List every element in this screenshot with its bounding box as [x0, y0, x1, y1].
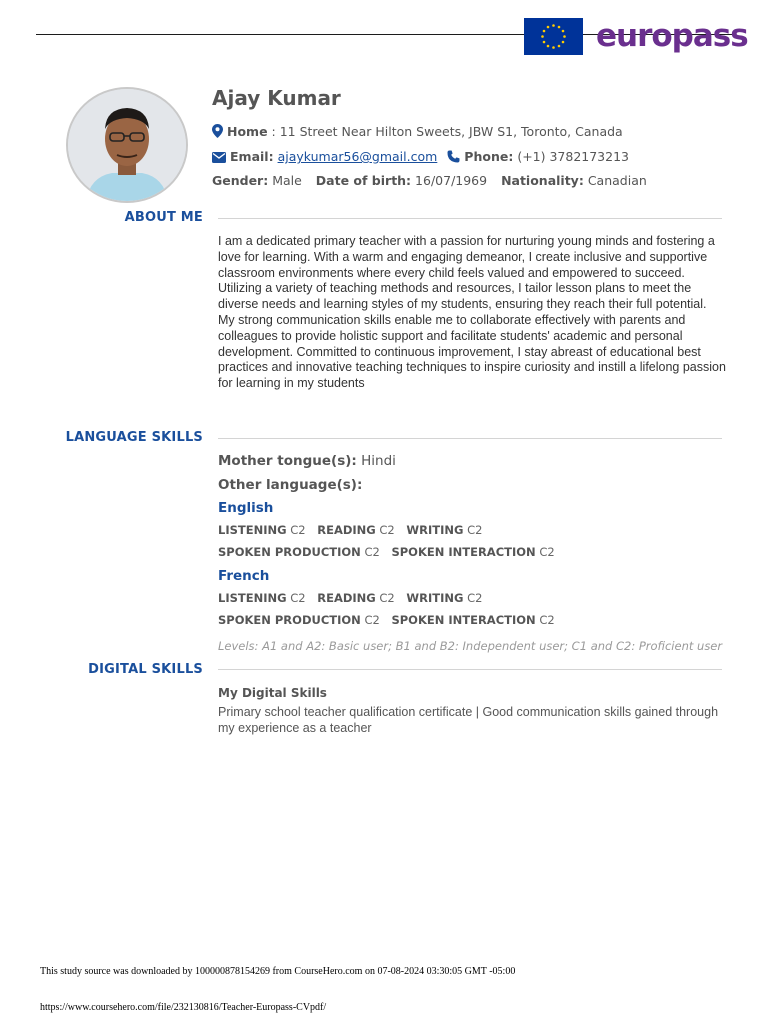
language-row-english-2	[218, 544, 563, 560]
person-name: Ajay Kumar	[212, 86, 341, 110]
language-section-rule	[218, 438, 722, 439]
dob-value: 16/07/1969	[415, 173, 488, 188]
download-notice: This study source was downloaded by 100000878154269 from CourseHero.com on 07-08-2024 03:30:05 GMT -05:00	[40, 966, 516, 977]
location-pin-icon	[212, 124, 223, 138]
spoken-interaction-label: SPOKEN INTERACTION	[391, 613, 536, 627]
writing-label: WRITING	[406, 523, 464, 537]
contact-line	[212, 149, 629, 165]
digital-section-title: DIGITAL SKILLS	[88, 662, 203, 677]
eu-flag-icon	[524, 18, 583, 55]
language-row-english-1	[218, 522, 490, 538]
levels-note: Levels: A1 and A2: Basic user; B1 and B2: Independent user; C1 and C2: Proficient user	[218, 639, 723, 653]
phone-label: Phone:	[464, 149, 514, 164]
listening-level: C2	[290, 523, 306, 537]
other-languages	[218, 476, 362, 494]
home-value: : 11 Street Near Hilton Sweets, JBW S1, Toronto, Canada	[267, 124, 623, 139]
spoken-production-label: SPOKEN PRODUCTION	[218, 545, 361, 559]
spoken-interaction-label: SPOKEN INTERACTION	[391, 545, 536, 559]
europass-logo: europass	[596, 18, 748, 54]
spoken-interaction-level: C2	[539, 613, 555, 627]
email-link[interactable]: ajaykumar56@gmail.com	[277, 149, 438, 164]
mother-tongue-label: Mother tongue(s):	[218, 453, 357, 469]
mother-tongue-value: Hindi	[361, 453, 396, 469]
digital-skills-text: Primary school teacher qualification certificate | Good communication skills gained through my experience as a teacher	[218, 705, 719, 735]
about-section-rule	[218, 218, 722, 219]
about-section-title: ABOUT ME	[124, 210, 203, 225]
gender-value: Male	[272, 173, 302, 188]
reading-level: C2	[379, 591, 395, 605]
spoken-interaction-level: C2	[539, 545, 555, 559]
source-url[interactable]: https://www.coursehero.com/file/232130816/Teacher-Europass-CVpdf/	[40, 1002, 327, 1013]
email-label: Email:	[230, 149, 274, 164]
language-row-french-1	[218, 590, 490, 606]
envelope-icon	[212, 152, 226, 163]
spoken-production-level: C2	[364, 613, 380, 627]
language-row-french-2	[218, 612, 563, 628]
reading-label: READING	[317, 523, 376, 537]
phone-icon	[447, 150, 460, 163]
nationality-label: Nationality:	[501, 173, 584, 188]
home-label: Home	[227, 124, 268, 139]
nationality-value: Canadian	[587, 173, 647, 188]
writing-label: WRITING	[406, 591, 464, 605]
reading-label: READING	[317, 591, 376, 605]
listening-label: LISTENING	[218, 523, 287, 537]
spoken-production-label: SPOKEN PRODUCTION	[218, 613, 361, 627]
mother-tongue	[218, 452, 396, 470]
home-line	[212, 124, 623, 140]
language-name-french: French	[218, 568, 270, 584]
phone-value: (+1) 3782173213	[517, 149, 629, 164]
gender-label: Gender:	[212, 173, 269, 188]
language-section-title: LANGUAGE SKILLS	[65, 430, 203, 445]
listening-label: LISTENING	[218, 591, 287, 605]
listening-level: C2	[290, 591, 306, 605]
reading-level: C2	[379, 523, 395, 537]
other-languages-label: Other language(s):	[218, 477, 363, 493]
spoken-production-level: C2	[364, 545, 380, 559]
about-text: I am a dedicated primary teacher with a passion for nurturing young minds and fostering a love for learning. With a warm and engaging demeanor, I create inclusive and supportive classroom environments where every child feels valued and empowered to succeed. Utilizing a variety of teaching methods and resources, I tailor lesson plans to meet the diverse needs and learning styles of my students, ensuring they reach their full potential. My strong communication skills enable me to collaborate effectively with parents and colleagues to provide holistic support and facilitate students' academic and personal development. Committed to continuous improvement, I stay abreast of educational best practices and innovative teaching techniques to inspire curiosity and instill a lifelong passion for learning in my students	[218, 234, 726, 391]
language-name-english: English	[218, 500, 274, 516]
dob-label: Date of birth:	[315, 173, 412, 188]
writing-level: C2	[467, 591, 483, 605]
writing-level: C2	[467, 523, 483, 537]
digital-skills-subtitle: My Digital Skills	[218, 686, 327, 700]
digital-section-rule	[218, 669, 722, 670]
avatar	[66, 87, 188, 203]
personal-details-line	[212, 173, 647, 189]
